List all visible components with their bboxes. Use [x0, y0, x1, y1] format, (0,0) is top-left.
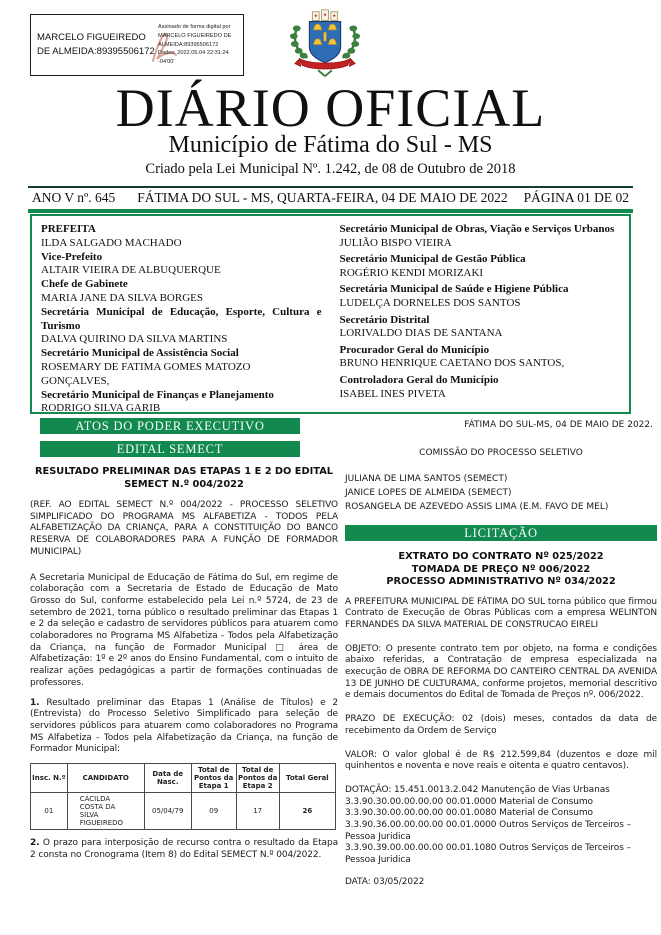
dotacao-line: 3.3.90.36.00.00.00.00 00.01.0000 Outros Serviços de Terceiros – Pessoa Juridica — [345, 820, 631, 842]
issue-date: FÁTIMA DO SUL - MS, QUARTA-FEIRA, 04 DE MAIO DE 2022 — [137, 190, 508, 205]
col-pontos-etapa2: Total de Pontos da Etapa 2 — [236, 764, 279, 793]
dotacao-line: 3.3.90.30.00.00.00.00 00.01.0000 Material de Consumo — [345, 796, 593, 807]
officials-right-column — [340, 223, 621, 412]
gazette-title: DIÁRIO OFICIAL — [115, 78, 546, 138]
masthead — [0, 80, 661, 177]
contract-intro: A PREFEITURA MUNICIPAL DE FÁTIMA DO SUL torna público que firmou Contrato de Execução de Obras Públicas com a empresa WELINTON FERNANDES DA SILVA MATERIAL DE CONSTRUCAO EIRELI — [345, 596, 657, 630]
edition-number: ANO V nº. 645 — [32, 190, 116, 205]
official-entry: Secretária Municipal de Saúde e Higiene Pública LUDELÇA DORNELES DOS SANTOS — [339, 283, 569, 309]
col-pontos-etapa1: Total de Pontos da Etapa 1 — [191, 764, 236, 793]
cell-pontos-etapa2: 17 — [236, 793, 279, 830]
contract-dotacao — [345, 785, 657, 867]
contract-title: EXTRATO DO CONTRATO Nº 025/2022 TOMADA DE PREÇO Nº 006/2022 PROCESSO ADMINISTRATIVO Nº 034/2022 — [386, 551, 616, 587]
edital-reference: (REF. AO EDITAL SEMECT N.º 004/2022 - PROCESSO SELETIVO SIMPLIFICADO DO PROGRAMA MS ALFABETIZA - TODOS PELA ALFABETIZAÇÃO DA CRIANÇA, PARA A CONSTITUIÇÃO DO BANCO RESERVA DE COLABORADORES PARA A FUNÇÃO DE FORMADOR MUNICIPAL) — [30, 500, 338, 557]
creation-law: Criado pela Lei Municipal Nº. 1.242, de 08 de Outubro de 2018 — [145, 161, 516, 177]
municipality-name: Município de Fátima do Sul - MS — [168, 132, 493, 158]
commission-title: COMISSÃO DO PROCESSO SELETIVO — [419, 448, 583, 458]
cell-total-geral: 26 — [279, 793, 335, 830]
dotacao-line: 3.3.90.30.00.00.00.00 00.01.0080 Material de Consumo — [345, 808, 593, 819]
official-entry: Secretário Distrital LORIVALDO DIAS DE SANTANA — [339, 313, 503, 340]
commission-member: JULIANA DE LIMA SANTOS (SEMECT) — [345, 474, 508, 484]
official-entry: Secretário Municipal de Obras, Viação e Serviços Urbanos JULIÃO BISPO VIEIRA — [339, 223, 615, 249]
col-data-nasc: Data de Nasc. — [144, 764, 191, 793]
commission-member: JANICE LOPES DE ALMEIDA (SEMECT) — [345, 488, 512, 498]
table-header-row — [31, 764, 336, 793]
cell-insc: 01 — [31, 793, 68, 830]
content-column-left — [30, 418, 338, 861]
dotacao-line: 3.3.90.39.00.00.00.00 00.01.1080 Outros Serviços de Terceiros – Pessoa Juridica — [345, 843, 631, 866]
official-entry: Secretária Municipal de Educação, Esporte, Cultura e Turismo DALVA QUIRINO DA SILVA MARTINS — [41, 306, 322, 346]
official-entry: Secretário Municipal de Gestão Pública ROGÉRIO KENDI MORIZAKI — [339, 253, 526, 279]
cell-data-nasc: 05/04/79 — [144, 793, 191, 830]
signature-details: Assinado de forma digital por MARCELO FIGUEIREDO DE ALMEIDA:89395506172 Dados: 2022.05.04 22:31:24 -04'00' — [158, 24, 232, 65]
section-bar-licitacao: LICITAÇÃO — [345, 525, 657, 541]
contract-valor: VALOR: O valor global é de R$ 212.599,84 (duzentos e doze mil quinhentos e noventa e nove reais e oitenta e quatro centavos). — [345, 749, 657, 772]
official-entry: Secretário Municipal de Assistência Social ROSEMARY DE FATIMA GOMES MATOZO GONÇALVES, — [41, 347, 251, 387]
page-number: PÁGINA 01 DE 02 — [523, 190, 629, 205]
digital-signature-stamp — [30, 14, 244, 76]
col-candidato: CANDIDATO — [67, 764, 144, 793]
edital-item-1: 1. Resultado preliminar das Etapas 1 (Análise de Títulos) e 2 (Entrevista) do Processo Seletivo Simplificado para seleção de servidores públicos para atuarem como colaboradores no Programa MS Alfabetiza - Todos pela Alfabetização da Criança, na função de Formador Municipal: — [30, 697, 338, 755]
section-bar-atos: ATOS DO PODER EXECUTIVO — [40, 418, 300, 434]
officials-left-column — [41, 223, 322, 415]
official-entry: PREFEITA ILDA SALGADO MACHADO — [41, 223, 182, 249]
dotacao-line: DOTAÇÃO: 15.451.0013.2.042 Manutenção de Vias Urbanas — [345, 784, 610, 795]
content-column-right — [345, 420, 657, 889]
edital-intro: A Secretaria Municipal de Educação de Fátima do Sul, em regime de colaboração com a Secretaria de Estado de Educação de Mato Grosso do Sul, conforme estabelecido pela Lei n.º 5724, de 23 de setembro de 2021, torna público o resultado preliminar das Etapas 1 e 2 da seleção e cadastro de servidores públicos para atuarem como colaboradores no Programa MS Alfabetiza - Todos pela Alfabetização da Criança, na função de Formador Municipal □ área de Alfabetização: 1º e 2º anos do Ensino Fundamental, com o intuito de realizar ações pedagógicas a partir de formações continuadas de professores. — [30, 572, 338, 688]
official-entry: Secretário Municipal de Finanças e Planejamento RODRIGO SILVA GARIB — [41, 388, 274, 415]
official-entry: Vice-Prefeito ALTAIR VIEIRA DE ALBUQUERQUE — [41, 250, 221, 277]
col-total-geral: Total Geral — [279, 764, 335, 793]
cell-candidato: CACILDA COSTA DA SILVA FIGUEIREDO — [67, 793, 144, 830]
signature-signer: MARCELO FIGUEIREDO DE ALMEIDA:89395506172 — [37, 32, 155, 57]
commission-member: ROSANGELA DE AZEVEDO ASSIS LIMA (E.M. FAVO DE MEL) — [345, 502, 609, 512]
contract-date: DATA: 03/05/2022 — [345, 876, 425, 887]
coat-of-arms-icon — [286, 6, 364, 80]
contract-prazo: PRAZO DE EXECUÇÃO: 02 (dois) meses, contados da data de recebimento da Ordem de Serviço — [345, 714, 657, 736]
official-entry: Controladora Geral do Município ISABEL INES PIVETA — [339, 373, 499, 400]
table-row — [31, 793, 336, 830]
edital-title: RESULTADO PRELIMINAR DAS ETAPAS 1 E 2 DO EDITAL SEMECT N.º 004/2022 — [34, 466, 334, 490]
official-entry: Chefe de Gabinete MARIA JANE DA SILVA BORGES — [41, 278, 203, 304]
results-table — [30, 763, 336, 830]
commission-members — [345, 472, 657, 514]
cell-pontos-etapa1: 09 — [191, 793, 236, 830]
official-entry: Procurador Geral do Município BRUNO HENRIQUE CAETANO DOS SANTOS, — [339, 343, 565, 370]
edital-item-2: 2. O prazo para interposição de recurso contra o resultado da Etapa 2 consta no Cronograma (Item 8) do Edital SEMECT N.º 004/2022. — [30, 838, 338, 860]
officials-box — [30, 214, 631, 414]
col-insc: Insc. N.º — [31, 764, 68, 793]
contract-objeto: OBJETO: O presente contrato tem por objeto, na forma e condições abaixo referidas, a Contratação de empresa especializada na execução de OBRA DE REFORMA DO CANTEIRO CENTRAL DA AVENIDA 13 DE JUNHO DE CULTURAMA, conforme projetos, memorial descritivo e demais documentos do Edital de Tomada de Preços nº. 006/2022. — [345, 643, 657, 701]
section-bar-edital-semect: EDITAL SEMECT — [40, 441, 300, 457]
issue-bar — [28, 186, 633, 213]
dateline: FÁTIMA DO SUL-MS, 04 DE MAIO DE 2022. — [464, 420, 653, 430]
